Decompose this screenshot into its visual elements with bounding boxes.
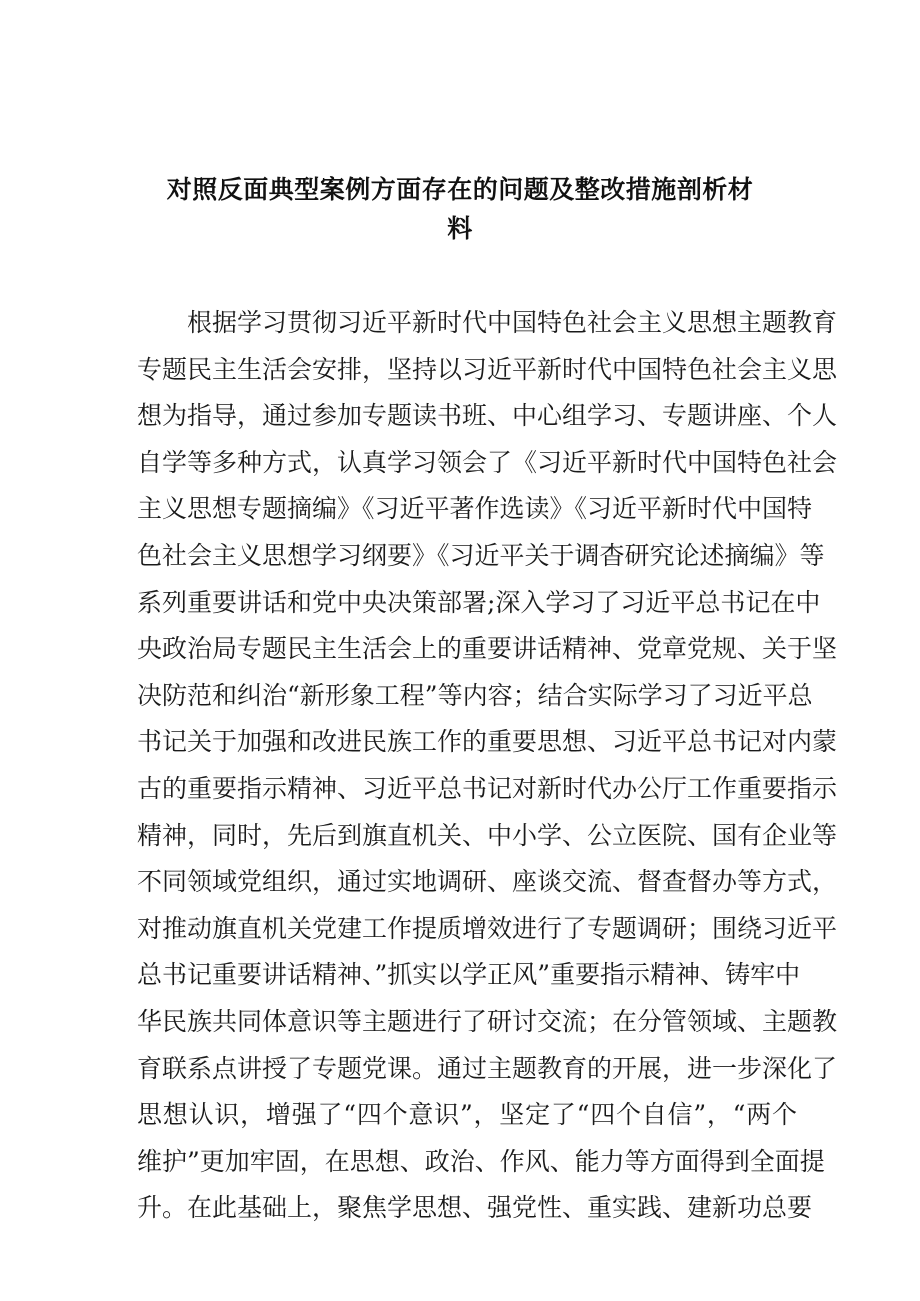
paragraph-line: 维护”更加牢固，在思想、政治、作风、能力等方面得到全面提 xyxy=(137,1146,825,1176)
paragraph-line: 根据学习贯彻习近平新时代中国特色社会主义思想主题教育 xyxy=(187,308,838,337)
paragraph-line: 主义思想专题摘编》《习近平著作选读》《习近平新时代中国特 xyxy=(137,494,813,524)
document-title xyxy=(160,170,760,248)
paragraph-line: 专题民主生活会安排，坚持以习近平新时代中国特色社会主义思 xyxy=(137,354,838,384)
paragraph-line: 书记关于加强和改进民族工作的重要思想、习近平总书记对内蒙 xyxy=(137,727,838,757)
title-line-2: 料 xyxy=(447,214,473,243)
paragraph-line: 古的重要指示精神、习近平总书记对新时代办公厅工作重要指示 xyxy=(137,773,838,803)
paragraph-line: 升。在此基础上，聚焦学思想、强党性、重实践、建新功总要 xyxy=(137,1193,813,1223)
paragraph-line: 育联系点讲授了专题党课。通过主题教育的开展，进一步深化了 xyxy=(137,1053,838,1083)
paragraph-line: 不同领域党组织，通过实地调研、座谈交流、督查督办等方式， xyxy=(137,867,838,897)
paragraph-line: 华民族共同体意识等主题进行了研讨交流；在分管领域、主题教 xyxy=(137,1006,838,1036)
paragraph-line: 决防范和纠治“新形象工程”等内容；结合实际学习了习近平总 xyxy=(137,680,813,710)
paragraph-line: 色社会主义思想学习纲要》《习近平关于调杳研究论述摘编》等 xyxy=(137,540,825,570)
paragraph-line: 想为指导，通过参加专题读书班、中心组学习、专题讲座、个人 xyxy=(137,401,838,431)
paragraph-line: 自学等多种方式，认真学习领会了《习近平新时代中国特色社会 xyxy=(137,447,838,477)
title-line-1: 对照反面典型案例方面存在的问题及整改措施剖析材 xyxy=(166,175,754,204)
paragraph-line: 对推动旗直机关党建工作提质增效进行了专题调研；围绕习近平 xyxy=(137,913,838,943)
body-paragraph xyxy=(137,300,838,1232)
paragraph-line: 思想认识，增强了“四个意识”，坚定了“四个自信”，“两个 xyxy=(137,1100,797,1130)
paragraph-line: 精神，同时，先后到旗直机关、中小学、公立医院、国有企业等 xyxy=(137,820,838,850)
paragraph-line: 总书记重要讲话精神、”抓实以学正风”重要指示精神、铸牢中 xyxy=(137,960,801,990)
paragraph-line: 央政治局专题民主生活会上的重要讲话精神、党章党规、关于坚 xyxy=(137,634,838,664)
paragraph-line: 系列重要讲话和党中央决策部署;深入学习了习近平总书记在中 xyxy=(137,587,821,617)
